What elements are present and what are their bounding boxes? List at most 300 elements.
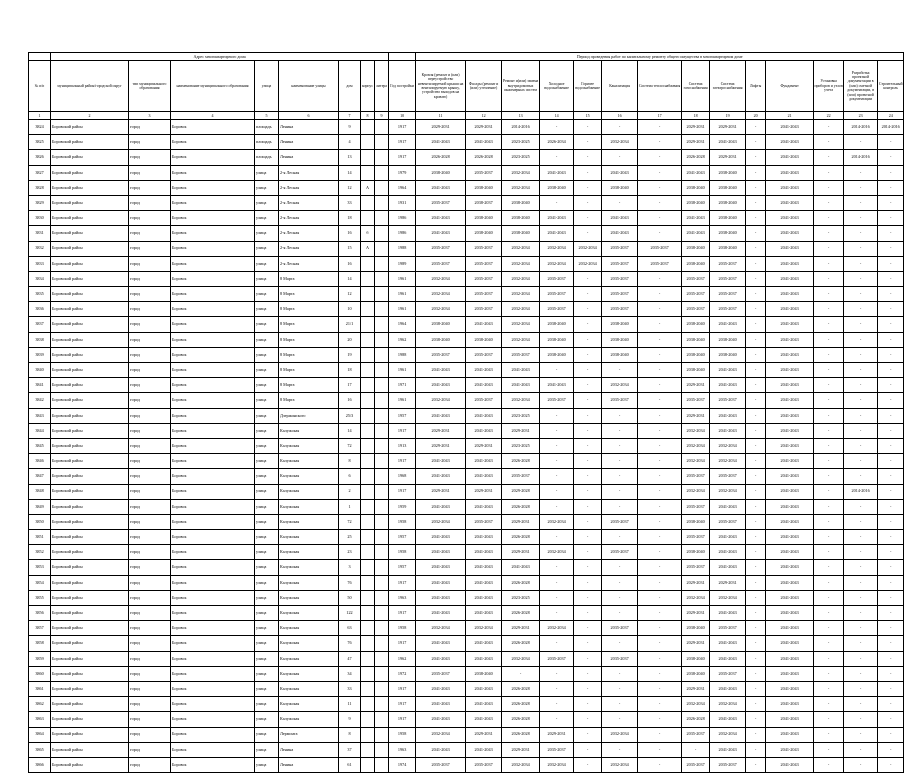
table-cell: - [638, 712, 682, 727]
table-cell: Боровск [171, 590, 255, 605]
table-cell: - [814, 120, 844, 135]
table-row [29, 590, 904, 605]
table-cell: 3826 [29, 150, 51, 165]
table-cell: 2041-2043 [766, 530, 814, 545]
column-header: Разработка проектной документации в (или) сметной документации, в (или) проектной документации [844, 61, 878, 112]
table-cell: - [602, 120, 638, 135]
table-cell: 2035-2037 [682, 393, 710, 408]
table-cell: 1917 [389, 697, 416, 712]
table-cell: 2041-2043 [710, 135, 746, 150]
table-cell: улица [255, 423, 279, 438]
table-cell: 2029-2031 [502, 514, 540, 529]
table-cell: - [878, 742, 904, 757]
table-cell: город [129, 530, 171, 545]
table-cell: - [574, 484, 602, 499]
table-cell: - [814, 438, 844, 453]
table-cell: 1958 [389, 727, 416, 742]
table-cell: - [574, 393, 602, 408]
table-cell: - [814, 514, 844, 529]
table-cell: 2032-2034 [710, 697, 746, 712]
table-cell: 2038-2040 [466, 211, 502, 226]
table-cell: - [844, 757, 878, 772]
table-cell: - [878, 287, 904, 302]
table-cell: 2032-2034 [416, 287, 466, 302]
table-cell: - [814, 545, 844, 560]
table-cell: - [844, 363, 878, 378]
table-cell: 2035-2037 [682, 530, 710, 545]
table-cell: 2041-2043 [416, 742, 466, 757]
table-cell: 2041-2043 [416, 712, 466, 727]
table-cell: 2029-2031 [710, 120, 746, 135]
table-cell: - [540, 150, 574, 165]
table-cell: Боровск [171, 378, 255, 393]
table-cell: 2038-2040 [466, 666, 502, 681]
table-cell: 2038-2040 [416, 165, 466, 180]
table-cell [375, 180, 389, 195]
table-cell: - [574, 135, 602, 150]
table-cell: 1961 [389, 393, 416, 408]
table-cell: 2032-2034 [502, 332, 540, 347]
table-cell: - [574, 226, 602, 241]
table-cell: - [878, 271, 904, 286]
table-cell: 2035-2037 [710, 469, 746, 484]
table-cell: - [844, 454, 878, 469]
table-cell: Ленина [279, 757, 339, 772]
table-cell: - [844, 423, 878, 438]
address-group-header: Адрес многоквартирного дома [51, 53, 389, 61]
table-cell: - [574, 165, 602, 180]
table-cell: 2032-2034 [540, 514, 574, 529]
table-cell: 2041-2043 [466, 378, 502, 393]
table-cell: Боровск [171, 757, 255, 772]
column-header: корпус [361, 61, 375, 112]
table-cell: 2038-2040 [682, 347, 710, 362]
table-cell: 2041-2043 [602, 211, 638, 226]
column-header: Год постройки [389, 61, 416, 112]
table-cell: 3837 [29, 317, 51, 332]
table-cell: - [878, 363, 904, 378]
table-cell: 2035-2037 [682, 757, 710, 772]
table-cell: 2038-2037 [466, 195, 502, 210]
table-cell: улица [255, 712, 279, 727]
table-cell: город [129, 393, 171, 408]
table-cell: - [878, 590, 904, 605]
table-cell: - [746, 560, 766, 575]
table-cell: - [574, 757, 602, 772]
table-cell: - [844, 681, 878, 696]
table-cell [375, 408, 389, 423]
table-cell: - [878, 438, 904, 453]
table-cell [361, 347, 375, 362]
table-cell: - [638, 302, 682, 317]
table-cell: Боровск [171, 302, 255, 317]
table-cell: - [844, 347, 878, 362]
table-cell: - [574, 454, 602, 469]
table-cell: 9 [339, 120, 361, 135]
table-cell: площадь [255, 150, 279, 165]
table-cell: 13 [339, 150, 361, 165]
table-cell: город [129, 363, 171, 378]
table-cell: 2038-2040 [710, 241, 746, 256]
table-cell: А [361, 180, 375, 195]
table-cell: Боровск [171, 120, 255, 135]
table-cell: город [129, 560, 171, 575]
table-cell: - [540, 195, 574, 210]
table-cell: город [129, 180, 171, 195]
column-number: 22 [814, 112, 844, 120]
column-number: 20 [746, 112, 766, 120]
table-cell: - [574, 423, 602, 438]
table-cell [375, 256, 389, 271]
table-cell: Боровск [171, 287, 255, 302]
table-cell [361, 408, 375, 423]
table-cell: 2038-2040 [682, 180, 710, 195]
table-cell: 2035-2037 [602, 256, 638, 271]
table-cell: 2041-2043 [502, 378, 540, 393]
table-cell: - [844, 697, 878, 712]
table-cell: Боровск [171, 256, 255, 271]
table-row [29, 438, 904, 453]
table-cell: - [574, 545, 602, 560]
column-header: Фасады (ремонт и (или) утепление) [466, 61, 502, 112]
table-cell: город [129, 271, 171, 286]
table-cell: 2041-2043 [502, 363, 540, 378]
table-cell: - [814, 575, 844, 590]
table-cell: - [540, 499, 574, 514]
table-cell [361, 530, 375, 545]
table-cell: 8 Марта [279, 271, 339, 286]
table-cell: - [814, 697, 844, 712]
table-cell: - [540, 636, 574, 651]
table-cell: 2026-2034 [540, 135, 574, 150]
table-cell: 3846 [29, 454, 51, 469]
table-cell: - [574, 530, 602, 545]
table-cell: - [878, 530, 904, 545]
table-cell: 2032-2034 [710, 454, 746, 469]
table-cell: 2026-2028 [502, 712, 540, 727]
table-cell: - [540, 606, 574, 621]
table-cell: Боровск [171, 742, 255, 757]
table-cell: Боровский район [51, 757, 129, 772]
table-cell: - [844, 241, 878, 256]
table-cell: улица [255, 165, 279, 180]
column-header-row [29, 61, 904, 112]
table-cell: 3848 [29, 484, 51, 499]
table-row [29, 363, 904, 378]
table-cell: 1917 [389, 575, 416, 590]
table-cell: - [878, 135, 904, 150]
table-row [29, 681, 904, 696]
column-number: 17 [638, 112, 682, 120]
table-cell: - [746, 454, 766, 469]
table-cell [361, 484, 375, 499]
table-cell: Калужская [279, 484, 339, 499]
table-cell: - [602, 484, 638, 499]
table-cell: - [602, 636, 638, 651]
table-cell: 18 [339, 211, 361, 226]
table-cell: - [602, 438, 638, 453]
table-cell: - [540, 575, 574, 590]
table-row [29, 150, 904, 165]
table-cell: - [574, 621, 602, 636]
table-cell: Боровск [171, 499, 255, 514]
table-cell: улица [255, 271, 279, 286]
table-cell: 76 [339, 575, 361, 590]
table-cell [375, 712, 389, 727]
table-cell: Боровский район [51, 393, 129, 408]
table-cell: - [814, 712, 844, 727]
table-cell: 2041-2043 [766, 195, 814, 210]
table-cell: 16 [339, 256, 361, 271]
table-row [29, 393, 904, 408]
table-cell: - [746, 438, 766, 453]
table-cell: - [638, 347, 682, 362]
table-cell: - [844, 742, 878, 757]
table-cell: - [746, 150, 766, 165]
table-cell: 2041-2043 [416, 530, 466, 545]
table-cell: 3833 [29, 256, 51, 271]
table-cell: 1957 [389, 530, 416, 545]
table-cell [361, 302, 375, 317]
table-cell: 1963 [389, 590, 416, 605]
table-cell: 2038-2040 [682, 256, 710, 271]
table-cell: - [602, 454, 638, 469]
table-cell: 2038-2040 [602, 317, 638, 332]
table-cell: 2041-2043 [540, 226, 574, 241]
table-cell: 2-я Лесная [279, 165, 339, 180]
table-cell: - [844, 165, 878, 180]
table-cell: 2035-2037 [540, 271, 574, 286]
table-cell: 1968 [389, 469, 416, 484]
table-cell [361, 120, 375, 135]
table-cell: 2035-2037 [602, 287, 638, 302]
table-cell [361, 651, 375, 666]
table-row [29, 606, 904, 621]
table-cell: 50 [339, 590, 361, 605]
table-cell: 3863 [29, 712, 51, 727]
table-cell: улица [255, 666, 279, 681]
table-cell [361, 514, 375, 529]
table-cell: город [129, 499, 171, 514]
table-cell: 2041-2043 [710, 378, 746, 393]
table-cell: 2032-2034 [502, 317, 540, 332]
table-cell: - [844, 499, 878, 514]
table-cell: - [602, 499, 638, 514]
table-cell: - [844, 560, 878, 575]
table-cell: 1917 [389, 681, 416, 696]
table-cell: 2029-2031 [710, 575, 746, 590]
table-cell: 2038-2040 [682, 545, 710, 560]
table-cell: 12 [339, 180, 361, 195]
table-cell: - [844, 211, 878, 226]
table-cell: - [602, 606, 638, 621]
table-cell: 2041-2043 [416, 226, 466, 241]
table-cell: 2041-2043 [682, 211, 710, 226]
table-cell: 2029-2031 [502, 545, 540, 560]
table-cell: - [746, 681, 766, 696]
table-cell: 2041-2043 [766, 681, 814, 696]
table-cell: - [814, 530, 844, 545]
table-cell: - [602, 195, 638, 210]
table-cell: - [844, 180, 878, 195]
group-header-row [29, 53, 904, 61]
table-cell: улица [255, 393, 279, 408]
table-row [29, 332, 904, 347]
table-cell: - [814, 256, 844, 271]
column-header: Фундамент [766, 61, 814, 112]
table-cell: 1961 [389, 302, 416, 317]
table-cell: - [746, 226, 766, 241]
table-cell: - [746, 135, 766, 150]
table-cell: - [814, 332, 844, 347]
table-cell: 2041-2043 [766, 514, 814, 529]
table-cell: 2041-2043 [466, 742, 502, 757]
table-cell: - [878, 727, 904, 742]
table-cell: Боровск [171, 180, 255, 195]
table-cell: - [540, 712, 574, 727]
table-cell: 2041-2043 [766, 469, 814, 484]
column-number: 2 [51, 112, 129, 120]
table-cell: 3844 [29, 423, 51, 438]
table-cell [375, 195, 389, 210]
table-cell: 2041-2043 [766, 150, 814, 165]
table-cell: 3832 [29, 241, 51, 256]
column-header: Лифты [746, 61, 766, 112]
table-cell: 1931 [389, 195, 416, 210]
table-cell: Боровск [171, 636, 255, 651]
table-cell: 2038-2040 [602, 332, 638, 347]
table-row [29, 712, 904, 727]
table-cell: - [574, 636, 602, 651]
table-cell: 2035-2037 [416, 195, 466, 210]
table-cell: город [129, 332, 171, 347]
table-cell: 37 [339, 742, 361, 757]
table-cell: 2035-2037 [602, 651, 638, 666]
table-cell: улица [255, 484, 279, 499]
table-cell: - [540, 454, 574, 469]
table-cell: - [574, 408, 602, 423]
table-cell: 2035-2037 [602, 302, 638, 317]
table-cell: - [602, 697, 638, 712]
table-cell: - [814, 211, 844, 226]
table-cell: 2038-2040 [502, 195, 540, 210]
table-cell: - [814, 454, 844, 469]
table-cell: - [746, 484, 766, 499]
table-cell: 2038-2040 [682, 514, 710, 529]
table-cell: 2023-2025 [502, 150, 540, 165]
column-header: № п/п [29, 61, 51, 112]
table-cell: 2041-2043 [710, 545, 746, 560]
table-cell: 2038-2040 [682, 332, 710, 347]
table-cell [361, 363, 375, 378]
table-cell: 2032-2034 [682, 590, 710, 605]
table-row [29, 727, 904, 742]
table-cell: - [814, 317, 844, 332]
table-cell: - [878, 681, 904, 696]
table-row [29, 241, 904, 256]
table-cell: - [814, 180, 844, 195]
table-cell: 2038-2040 [416, 317, 466, 332]
table-cell: 3834 [29, 271, 51, 286]
table-cell [375, 287, 389, 302]
table-cell: 2032-2034 [466, 621, 502, 636]
table-cell: 2032-2034 [682, 697, 710, 712]
table-cell: 2035-2037 [416, 666, 466, 681]
table-cell [375, 530, 389, 545]
table-cell: 2041-2043 [416, 636, 466, 651]
table-cell: 2032-2034 [540, 241, 574, 256]
table-cell: - [574, 560, 602, 575]
table-cell: улица [255, 469, 279, 484]
table-cell: 2041-2043 [766, 423, 814, 438]
table-cell: 1986 [389, 211, 416, 226]
table-cell: - [602, 575, 638, 590]
table-cell: 2029-2031 [416, 438, 466, 453]
table-cell: 2041-2043 [766, 302, 814, 317]
table-cell: 2029-2031 [502, 621, 540, 636]
table-cell: Боровск [171, 226, 255, 241]
table-cell: 2041-2043 [416, 469, 466, 484]
table-cell: 3860 [29, 666, 51, 681]
table-cell: - [878, 499, 904, 514]
table-cell: 12 [339, 287, 361, 302]
table-cell: Боровский район [51, 712, 129, 727]
table-cell: 2029-2031 [682, 636, 710, 651]
table-cell: город [129, 621, 171, 636]
table-cell: 1957 [389, 560, 416, 575]
table-cell: 20 [339, 332, 361, 347]
period-group-header: Период проведения работ по капитальному ремонту общего имущества в многоквартирном доме [416, 53, 904, 61]
table-cell: 2029-2031 [682, 681, 710, 696]
table-cell [361, 195, 375, 210]
table-cell: 2041-2043 [416, 575, 466, 590]
table-cell: Боровский район [51, 211, 129, 226]
table-row [29, 165, 904, 180]
table-cell: Боровский район [51, 484, 129, 499]
table-cell: улица [255, 681, 279, 696]
table-cell: 2041-2043 [766, 287, 814, 302]
table-cell: - [814, 135, 844, 150]
table-cell: Боровский район [51, 317, 129, 332]
table-cell: 2026-2028 [682, 150, 710, 165]
column-number: 13 [502, 112, 540, 120]
table-cell: - [814, 681, 844, 696]
table-cell: - [878, 606, 904, 621]
table-cell: 14 [339, 271, 361, 286]
table-cell: город [129, 226, 171, 241]
column-number-row [29, 112, 904, 120]
table-cell: 2032-2034 [710, 590, 746, 605]
table-cell: 2014-2016 [844, 484, 878, 499]
table-cell: - [814, 757, 844, 772]
table-cell: 2-я Лесная [279, 180, 339, 195]
table-cell: 2041-2043 [710, 636, 746, 651]
table-cell: - [814, 195, 844, 210]
table-cell: Калужская [279, 666, 339, 681]
table-cell: 2029-2031 [682, 575, 710, 590]
table-cell: - [746, 499, 766, 514]
column-header: Канализация [602, 61, 638, 112]
table-cell: 2035-2037 [682, 469, 710, 484]
table-cell: - [638, 636, 682, 651]
table-cell: 2014-2016 [502, 120, 540, 135]
table-cell: 1972 [389, 666, 416, 681]
table-cell: 2041-2043 [766, 575, 814, 590]
table-cell: 2035-2037 [416, 256, 466, 271]
table-cell: Боровск [171, 363, 255, 378]
table-cell: - [814, 241, 844, 256]
table-cell: 2041-2043 [416, 135, 466, 150]
